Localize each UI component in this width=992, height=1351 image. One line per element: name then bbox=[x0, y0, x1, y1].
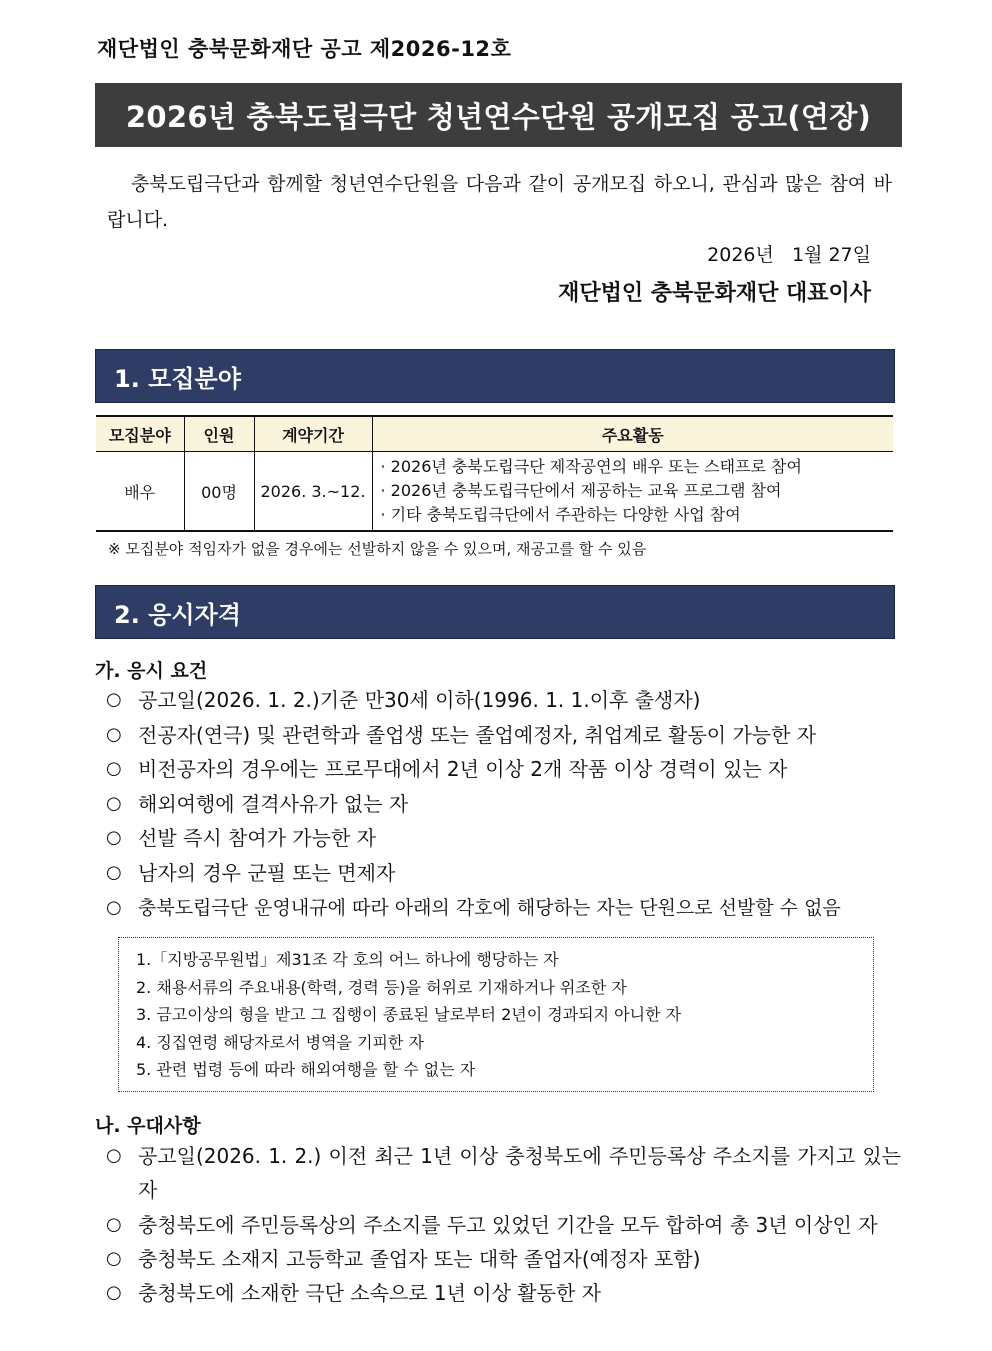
section-heading-eligibility bbox=[95, 585, 895, 639]
list-item: ○ 공고일(2026. 1. 2.) 이전 최근 1년 이상 충청북도에 주민등록상 주소지를 가지고 있는 자 bbox=[106, 1139, 901, 1208]
recruitment-table bbox=[96, 415, 893, 532]
bullet-circle-icon: ○ bbox=[106, 827, 122, 849]
intro-paragraph bbox=[107, 166, 892, 238]
document-title bbox=[95, 83, 902, 147]
list-item: ○ 충청북도에 소재한 극단 소속으로 1년 이상 활동한 자 bbox=[106, 1276, 901, 1310]
bullet-circle-icon: ○ bbox=[106, 1282, 122, 1304]
signer: 재단법인 충북문화재단 대표이사 bbox=[558, 281, 871, 306]
subsection-heading-preferences: 나. 우대사항 bbox=[95, 1115, 201, 1137]
list-item: ○ 비전공자의 경우에는 프로무대에서 2년 이상 2개 작품 이상 경력이 있는 자 bbox=[106, 752, 901, 787]
preferences-list bbox=[106, 1139, 901, 1310]
bullet-circle-icon: ○ bbox=[106, 1247, 122, 1269]
bullet-circle-icon: ○ bbox=[106, 792, 122, 814]
bullet-circle-icon: ○ bbox=[106, 723, 122, 745]
list-item: ○ 충북도립극단 운영내규에 따라 아래의 각호에 해당하는 자는 단원으로 선발할 수 없음 bbox=[106, 891, 901, 926]
disqualification-item: 3. 금고이상의 형을 받고 그 집행이 종료된 날로부터 2년이 경과되지 아니한 자 bbox=[136, 1005, 682, 1024]
notice-date: 2026년 1월 27일 bbox=[707, 244, 871, 266]
bullet-circle-icon: ○ bbox=[106, 1145, 122, 1166]
section-heading-text: 1. 모집분야 bbox=[114, 364, 241, 393]
list-item: ○ 공고일(2026. 1. 2.)기준 만30세 이하(1996. 1. 1.이후 출생자) bbox=[106, 683, 901, 718]
bullet-circle-icon: ○ bbox=[106, 896, 122, 918]
activity-item: · 2026년 충북도립극단에서 제공하는 교육 프로그램 참여 bbox=[380, 481, 782, 500]
section-heading-recruitment bbox=[95, 349, 895, 403]
table-header-period: 계약기간 bbox=[254, 416, 372, 452]
table-header-activities: 주요활동 bbox=[372, 416, 893, 452]
requirements-list bbox=[106, 683, 901, 925]
table-header-field: 모집분야 bbox=[96, 416, 184, 452]
disqualification-item: 1.「지방공무원법」제31조 각 호의 어느 하나에 행당하는 자 bbox=[136, 950, 559, 969]
document-title-text: 2026년 충북도립극단 청년연수단원 공개모집 공고(연장) bbox=[125, 99, 872, 134]
intro-text: 충북도립극단과 함께할 청년연수단원을 다음과 같이 공개모집 하오니, 관심과 많은 참여 바랍니다. bbox=[107, 173, 892, 231]
list-item: ○ 전공자(연극) 및 관련학과 졸업생 또는 졸업예정자, 취업계로 활동이 가능한 자 bbox=[106, 718, 901, 753]
list-item: ○ 충청북도에 주민등록상의 주소지를 두고 있었던 기간을 모두 합하여 총 3년 이상인 자 bbox=[106, 1208, 901, 1242]
activity-item: · 2026년 충북도립극단 제작공연의 배우 또는 스태프로 참여 bbox=[380, 457, 802, 476]
table-header-row bbox=[96, 416, 893, 452]
list-item: ○ 남자의 경우 군필 또는 면제자 bbox=[106, 856, 901, 891]
bullet-circle-icon: ○ bbox=[106, 758, 122, 780]
cell-field: 배우 bbox=[96, 452, 184, 532]
disqualification-box bbox=[118, 937, 874, 1092]
recruitment-note: ※ 모집분야 적임자가 없을 경우에는 선발하지 않을 수 있으며, 재공고를 할 수 있음 bbox=[108, 540, 647, 558]
list-item: ○ 해외여행에 결격사유가 없는 자 bbox=[106, 787, 901, 822]
activity-item: · 기타 충북도립극단에서 주관하는 다양한 사업 참여 bbox=[380, 505, 741, 524]
bullet-circle-icon: ○ bbox=[106, 1213, 122, 1235]
bullet-circle-icon: ○ bbox=[106, 689, 122, 710]
disqualification-item: 5. 관련 법령 등에 따라 해외여행을 할 수 없는 자 bbox=[136, 1060, 476, 1079]
list-item: ○ 충청북도 소재지 고등학교 졸업자 또는 대학 졸업자(예정자 포함) bbox=[106, 1242, 901, 1276]
cell-count: 00명 bbox=[184, 452, 254, 532]
cell-activities bbox=[372, 452, 893, 532]
cell-period: 2026. 3.~12. bbox=[254, 452, 372, 532]
subsection-heading-requirements: 가. 응시 요건 bbox=[95, 660, 208, 682]
table-row bbox=[96, 452, 893, 532]
section-heading-text: 2. 응시자격 bbox=[114, 600, 241, 629]
bullet-circle-icon: ○ bbox=[106, 861, 122, 883]
disqualification-item: 4. 징집연령 해당자로서 병역을 기피한 자 bbox=[136, 1032, 424, 1052]
disqualification-item: 2. 채용서류의 주요내용(학력, 경력 등)을 허위로 기재하거나 위조한 자 bbox=[136, 977, 627, 997]
list-item: ○ 선발 즉시 참여가 가능한 자 bbox=[106, 821, 901, 856]
notice-number: 재단법인 충북문화재단 공고 제2026-12호 bbox=[97, 37, 512, 61]
table-header-count: 인원 bbox=[184, 416, 254, 452]
